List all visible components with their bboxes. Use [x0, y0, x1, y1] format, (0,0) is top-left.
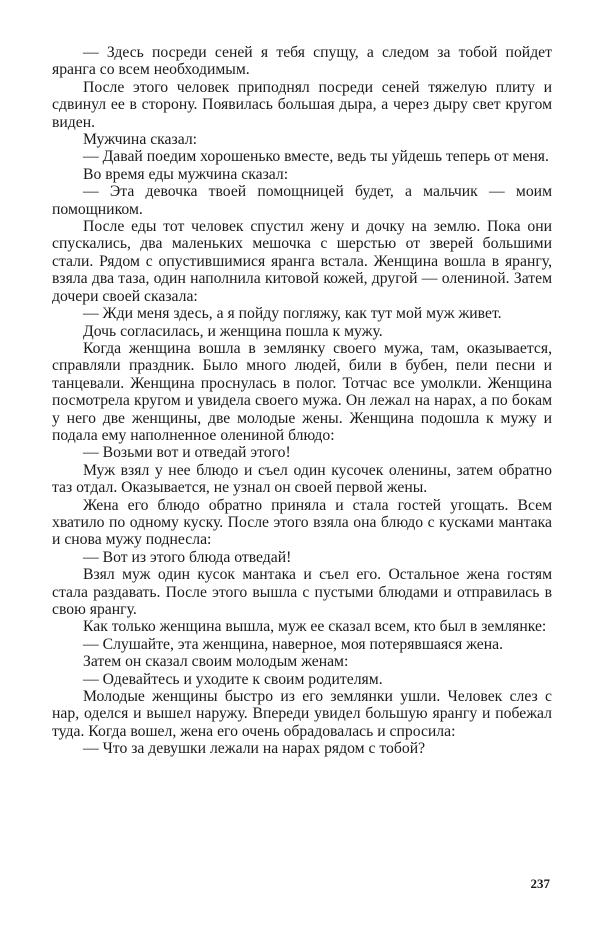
paragraph: Когда женщина вошла в землянку своего мужа, там, оказывается, справляли праздник. Было много людей, били в бубен, пели песни и танцевали. Женщина проснулась в полог. Тотчас все умолкли. Женщина посмотрела кругом и увидела своего мужа. Он лежал на нарах, а по бокам у него две женщины, две молодые жены. Женщина подошла к мужу и подала ему наполненное олениной блюдо:	[52, 339, 552, 444]
paragraph: — Одевайтесь и уходите к своим родителям.	[83, 670, 383, 688]
paragraph: Взял муж один кусок мантака и съел его. Остальное жена гостям стала раздавать. После этого вышла с пустыми блюдами и отправилась в свою ярангу.	[52, 566, 552, 618]
paragraph: Жена его блюдо обратно приняла и стала гостей угощать. Всем хватило по одному куску. После этого взяла она блюдо с кусками мантака и снова мужу поднесла:	[52, 496, 552, 549]
paragraph: Молодые женщины быстро из его землянки ушли. Человек слез с нар, оделся и вышел наружу. Впереди увидел большую ярангу и побежал туда. Когда вошел, жена его очень обрадовалась и спросила:	[52, 688, 552, 740]
paragraph: — Возьми вот и отведай этого!	[83, 444, 291, 462]
paragraph: Во время еды мужчина сказал:	[83, 165, 289, 183]
page-text	[52, 44, 552, 758]
paragraph: Затем он сказал своим молодым женам:	[83, 653, 349, 671]
paragraph: Как только женщина вышла, муж ее сказал всем, кто был в землянке:	[83, 618, 547, 636]
paragraph: — Жди меня здесь, а я пойду погляжу, как тут мой муж живет.	[83, 305, 502, 323]
paragraph: — Эта девочка твоей помощницей будет, а мальчик — моим помощником.	[52, 183, 552, 218]
paragraph: — Давай поедим хорошенько вместе, ведь ты уйдешь теперь от меня.	[83, 148, 549, 166]
paragraph: — Что за девушки лежали на нарах рядом с тобой?	[83, 740, 426, 758]
paragraph: — Вот из этого блюда отведай!	[83, 548, 292, 566]
paragraph: — Слушайте, эта женщина, наверное, моя потерявшаяся жена.	[83, 635, 504, 653]
page-number: 237	[530, 876, 550, 891]
paragraph: Дочь согласилась, и женщина пошла к мужу.	[83, 322, 383, 340]
paragraph: Муж взял у нее блюдо и съел один кусочек оленины, затем обратно таз отдал. Оказывается, не узнал он своей первой жены.	[52, 461, 552, 497]
paragraph: После этого человек приподнял посреди сеней тяжелую плиту и сдвинул ее в сторону. Появилась большая дыра, а через дыру свет кругом виден.	[52, 78, 552, 131]
paragraph: — Здесь посреди сеней я тебя спущу, а следом за тобой пойдет яранга со всем необходимым.	[52, 44, 552, 79]
paragraph: Мужчина сказал:	[83, 131, 198, 149]
paragraph: После еды тот человек спустил жену и дочку на землю. Пока они спускались, два маленьких мешочка с шерстью от зверей большими стали. Рядом с опустившимися яранга встала. Женщина вошла в ярангу, взяла два таза, один наполнила китовой кожей, другой — олениной. Затем дочери своей сказала:	[52, 218, 552, 305]
